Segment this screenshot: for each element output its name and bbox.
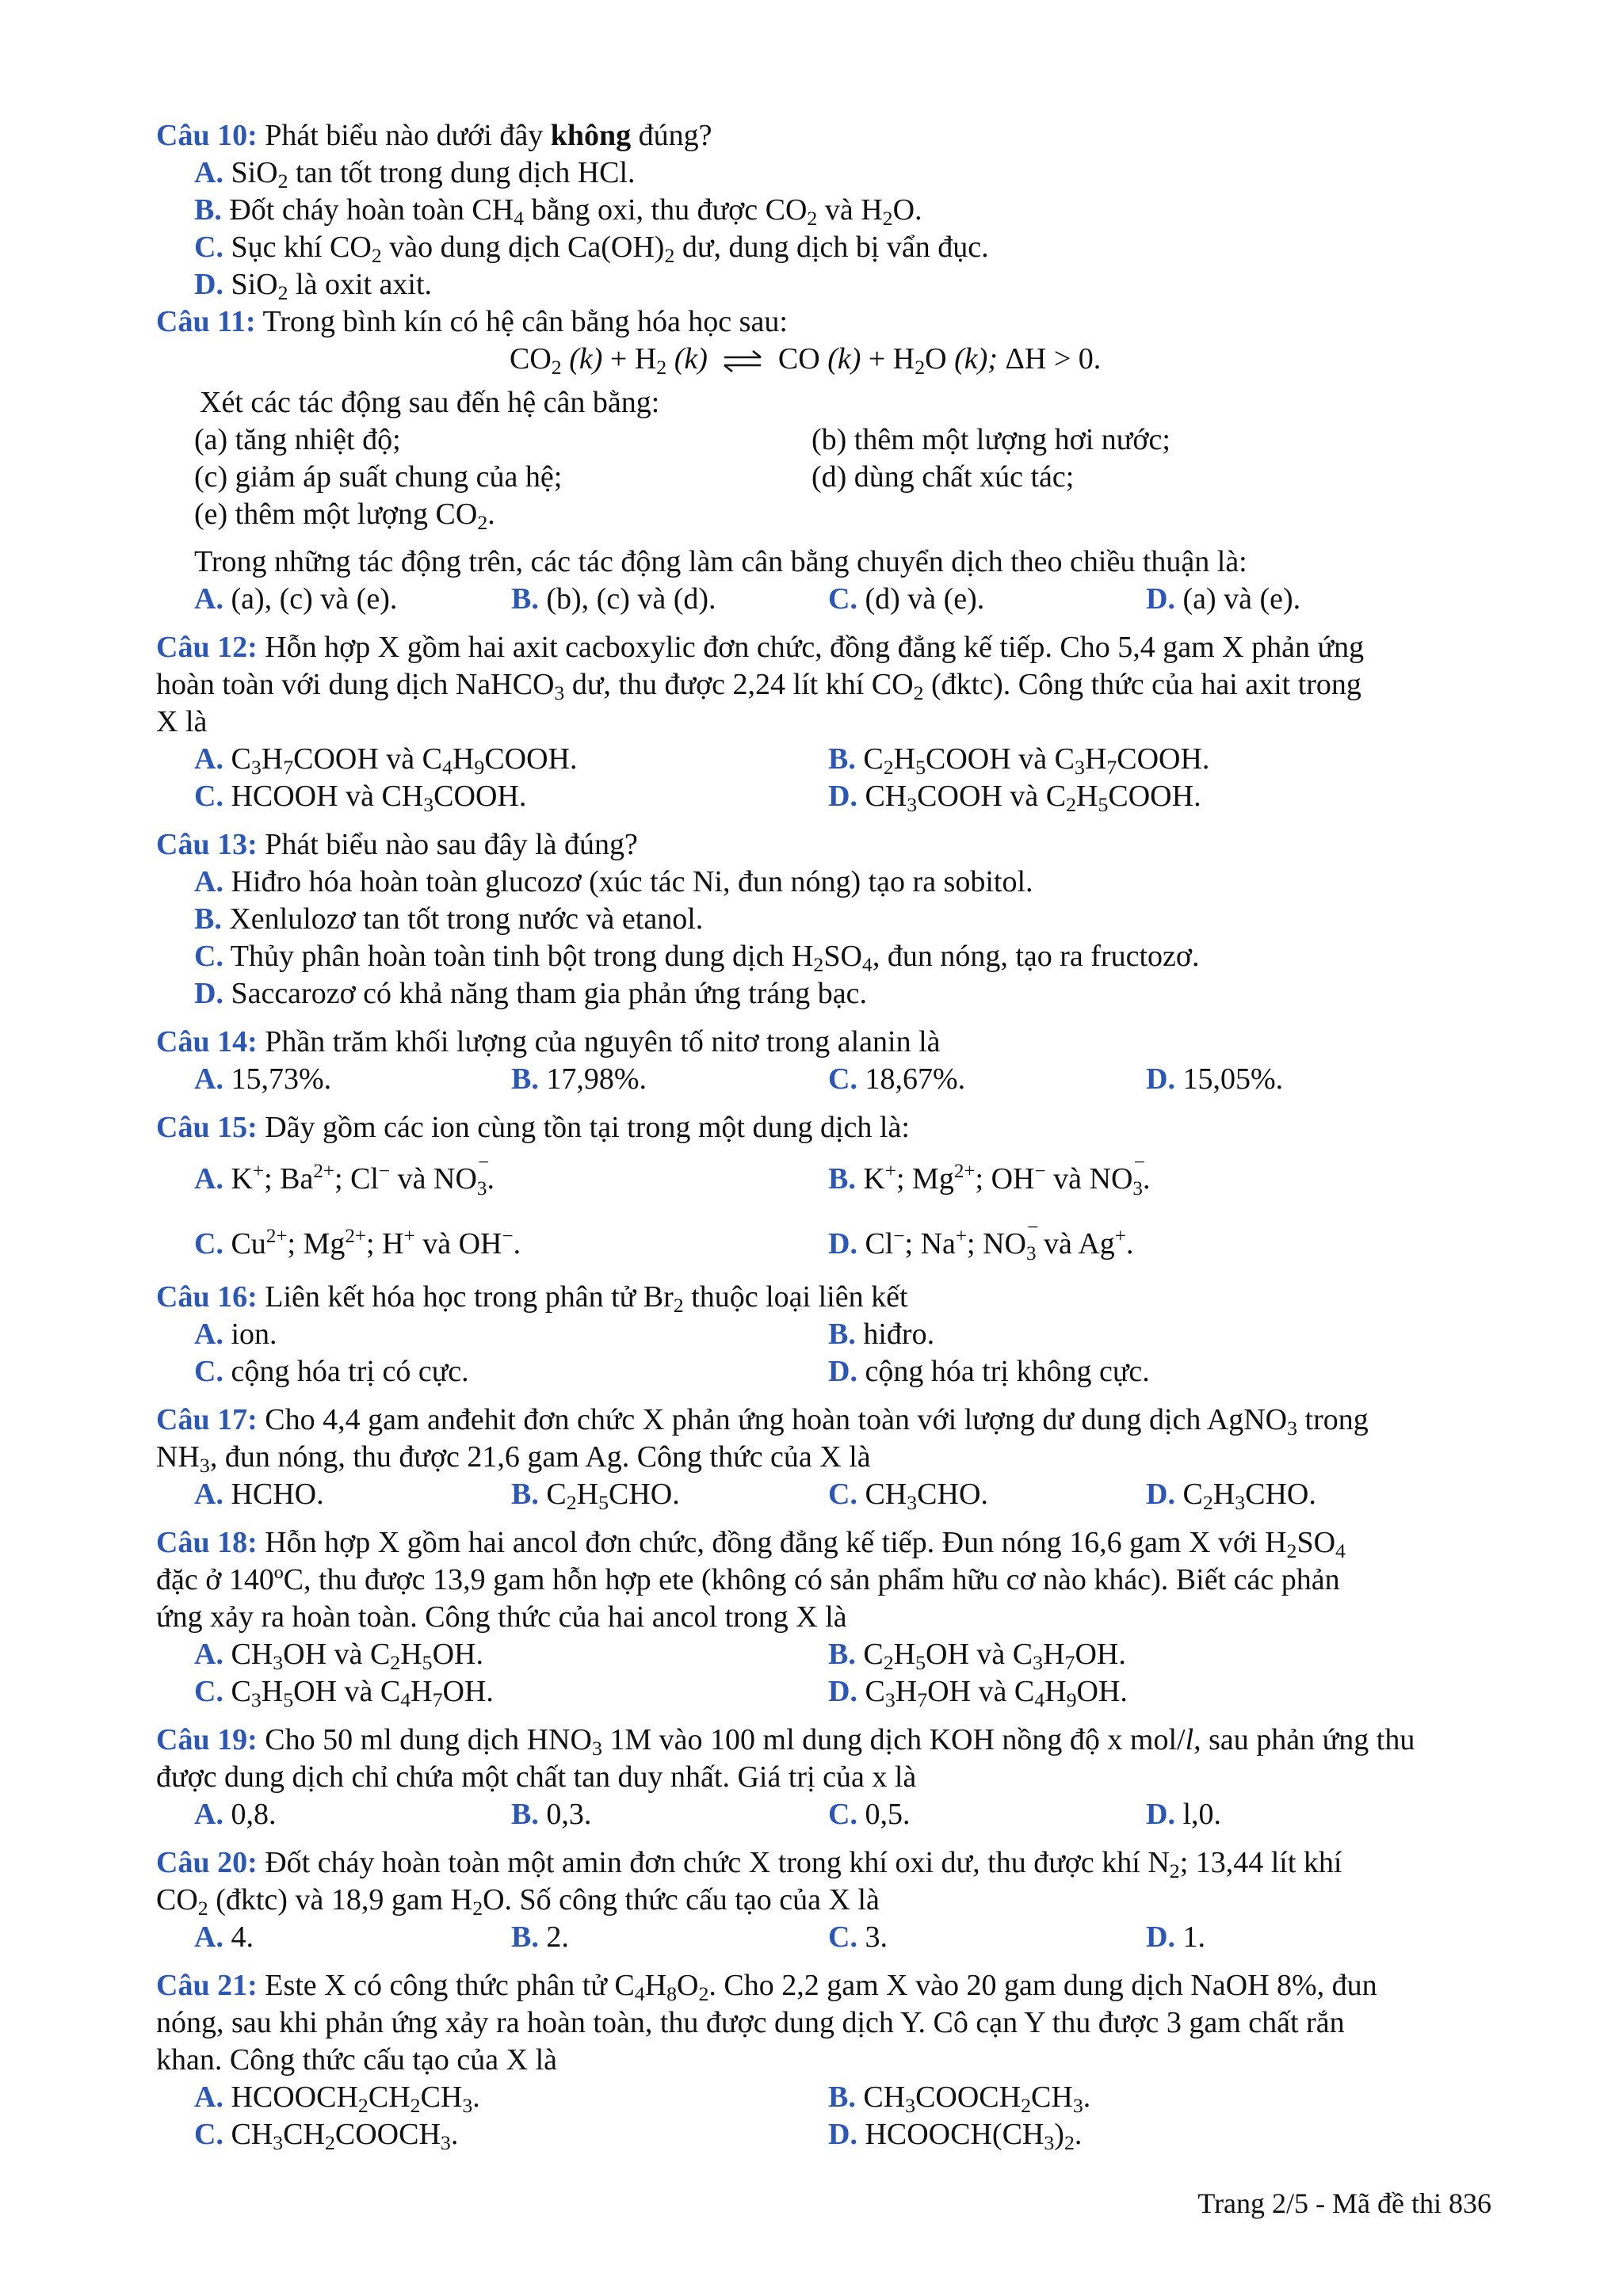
q17-option-c: C. $CH_3CHO$. xyxy=(828,1478,988,1515)
q11-equation: $CO_2$ $(k) + H_2$ (k) CO $(k) + H_2O$ (k); ΔH > 0. xyxy=(510,342,1102,379)
q18-option-d: D. $C_3H_7OH$ và $C_4H_9OH$. xyxy=(828,1675,1128,1712)
q11-effect-b: (b) thêm một lượng hơi nước; xyxy=(812,423,1170,456)
q19-stem-line1: Câu 19: Cho 50 ml dung dịch $HNO_3$ 1M vào 100 ml dung dịch KOH nồng độ x mol/l, sau phản ứng thu xyxy=(156,1723,1415,1760)
q13-option-c: C. Thủy phân hoàn toàn tinh bột trong dung dịch $H_2SO_4$, đun nóng, tạo ra fructozơ. xyxy=(194,940,1200,977)
q19-option-d: D. l,0. xyxy=(1146,1798,1222,1831)
q11-option-d: D. (a) và (e). xyxy=(1146,582,1301,616)
q18-option-b: B. $C_2H_5OH$ và $C_3H_7OH$. xyxy=(828,1638,1126,1675)
q17-option-b: B. $C_2H_5CHO$. xyxy=(511,1478,680,1515)
q12-stem-line2: hoàn toàn với dung dịch NaHCO$_3$ dư, thu được 2,24 lít khí $CO_2$ (đktc). Công thức của hai axit trong xyxy=(156,668,1361,705)
q11-intro: Xét các tác động sau đến hệ cân bằng: xyxy=(200,386,660,419)
q19-stem-line2: được dung dịch chỉ chứa một chất tan duy nhất. Giá trị của x là xyxy=(156,1760,917,1794)
q12-option-c: C. HCOOH và $CH_3COOH$. xyxy=(194,780,527,817)
q21-option-a: A. $HCOOCH_2CH_2CH_3$. xyxy=(194,2081,480,2118)
q16-option-b: B. hiđro. xyxy=(828,1318,935,1351)
q16-option-d: D. cộng hóa trị không cực. xyxy=(828,1355,1150,1388)
q16-option-c: C. cộng hóa trị có cực. xyxy=(194,1355,469,1388)
q17-stem-line2: $NH_3$, đun nóng, thu được 21,6 gam Ag. Công thức của X là xyxy=(156,1440,871,1478)
q12-stem-line1: Câu 12: Hỗn hợp X gồm hai axit cacboxylic đơn chức, đồng đẳng kế tiếp. Cho 5,4 gam X phản ứng xyxy=(156,631,1365,664)
q11-effect-a: (a) tăng nhiệt độ; xyxy=(194,423,401,456)
q10-option-b: B. Đốt cháy hoàn toàn $CH_4$ bằng oxi, thu được $CO_2$ và $H_2O$. xyxy=(194,193,922,231)
q18-stem-line2: đặc ở 140ºC, thu được 13,9 gam hỗn hợp ete (không có sản phẩm hữu cơ nào khác). Biết các phản xyxy=(156,1563,1340,1596)
q13-option-b: B. Xenlulozơ tan tốt trong nước và etanol. xyxy=(194,902,704,936)
q21-stem-line3: khan. Công thức cấu tạo của X là xyxy=(156,2043,557,2077)
q18-stem-line1: Câu 18: Hỗn hợp X gồm hai ancol đơn chức, đồng đẳng kế tiếp. Đun nóng 16,6 gam X với $H_2SO_4$ xyxy=(156,1526,1346,1563)
q21-option-c: C. $CH_3CH_2COOCH_3$. xyxy=(194,2118,459,2155)
q15-option-a: A. K+; $Ba^{2+}$; Cl− và NO − $_3$. xyxy=(194,1152,495,1200)
q15-stem: Câu 15: Dãy gồm các ion cùng tồn tại trong một dung dịch là: xyxy=(156,1111,910,1144)
q15-option-c: C. $Cu^{2+}$; $Mg^{2+}$; H+ và OH−. xyxy=(194,1226,521,1261)
q21-option-d: D. $HCOOCH(CH_3)_2$. xyxy=(828,2118,1083,2155)
q10-option-c: C. Sục khí $CO_2$ vào dung dịch $Ca(OH)_2$ dư, dung dịch bị vẩn đục. xyxy=(194,231,989,268)
q13-stem: Câu 13: Phát biểu nào sau đây là đúng? xyxy=(156,828,638,861)
q13-option-a: A. Hiđro hóa hoàn toàn glucozơ (xúc tác Ni, đun nóng) tạo ra sobitol. xyxy=(194,865,1033,898)
q17-stem-line1: Câu 17: Cho 4,4 gam anđehit đơn chức X phản ứng hoàn toàn với lượng dư dung dịch AgNO$_3$ trong xyxy=(156,1403,1369,1440)
q11-effect-e: (e) thêm một lượng $CO_2$. xyxy=(194,498,495,535)
q19-option-b: B. 0,3. xyxy=(511,1798,592,1831)
equilibrium-arrow-icon xyxy=(721,349,764,373)
q11-option-a: A. (a), (c) và (e). xyxy=(194,582,398,616)
q14-option-c: C. 18,67%. xyxy=(828,1062,966,1096)
q21-stem-line2: nóng, sau khi phản ứng xảy ra hoàn toàn, thu được dung dịch Y. Cô cạn Y thu được 3 gam chất rắn xyxy=(156,2006,1345,2039)
q20-stem-line1: Câu 20: Đốt cháy hoàn toàn một amin đơn chức X trong khí oxi dư, thu được khí $N_2$; 13,44 lít khí xyxy=(156,1846,1342,1883)
q20-option-a: A. 4. xyxy=(194,1920,254,1954)
q12-option-a: A. $C_3H_7COOH$ và $C_4H_9COOH$. xyxy=(194,742,578,780)
q14-option-b: B. 17,98%. xyxy=(511,1062,647,1096)
q19-option-a: A. 0,8. xyxy=(194,1798,277,1831)
q14-option-a: A. 15,73%. xyxy=(194,1062,332,1096)
q11-effect-c: (c) giảm áp suất chung của hệ; xyxy=(194,460,563,494)
q20-stem-line2: $CO_2$ (đktc) và 18,9 gam $H_2O$. Số công thức cấu tạo của X là xyxy=(156,1883,880,1920)
q10-label: Câu 10: xyxy=(156,119,258,152)
q11-option-c: C. (d) và (e). xyxy=(828,582,985,616)
q16-option-a: A. ion. xyxy=(194,1318,277,1351)
q20-option-c: C. 3. xyxy=(828,1920,888,1954)
page-footer: Trang 2/5 - Mã đề thi 836 xyxy=(1197,2187,1491,2219)
q12-option-d: D. $CH_3COOH$ và $C_2H_5COOH$. xyxy=(828,780,1201,817)
q12-stem-line3: X là xyxy=(156,705,208,738)
q10-option-d: D. SiO$_2$ là oxit axit. xyxy=(194,268,433,305)
q15-option-b: B. K+; $Mg^{2+}$; OH− và NO − $_3$. xyxy=(828,1152,1151,1200)
q14-option-d: D. 15,05%. xyxy=(1146,1062,1284,1096)
q21-stem-line1: Câu 21: Este X có công thức phân tử $C_4H_8O_2$. Cho 2,2 gam X vào 20 gam dung dịch NaOH 8%, đun xyxy=(156,1969,1377,2006)
q14-stem: Câu 14: Phần trăm khối lượng của nguyên tố nitơ trong alanin là xyxy=(156,1025,941,1058)
q21-option-b: B. $CH_3COOCH_2CH_3$. xyxy=(828,2081,1091,2118)
q13-option-d: D. Saccarozơ có khả năng tham gia phản ứng tráng bạc. xyxy=(194,977,867,1010)
q20-option-d: D. 1. xyxy=(1146,1920,1205,1954)
q15-option-d: D. Cl−; Na+; NO − $_3$ và Ag+. xyxy=(828,1217,1134,1265)
q17-option-d: D. $C_2H_3CHO$. xyxy=(1146,1478,1316,1515)
q11-effect-d: (d) dùng chất xúc tác; xyxy=(812,460,1075,494)
q12-option-b: B. $C_2H_5COOH$ và $C_3H_7COOH$. xyxy=(828,742,1210,780)
q20-option-b: B. 2. xyxy=(511,1920,569,1954)
q18-option-a: A. $CH_3OH$ và $C_2H_5OH$. xyxy=(194,1638,483,1675)
q10-stem: Câu 10: Phát biểu nào dưới đây không đúng? xyxy=(156,119,712,152)
q18-stem-line3: ứng xảy ra hoàn toàn. Công thức của hai ancol trong X là xyxy=(156,1600,847,1634)
q16-stem: Câu 16: Liên kết hóa học trong phân tử $Br_2$ thuộc loại liên kết xyxy=(156,1280,908,1318)
q10-option-a: A. SiO$_2$ tan tốt trong dung dịch HCl. xyxy=(194,156,636,193)
q11-stem: Câu 11: Trong bình kín có hệ cân bằng hóa học sau: xyxy=(156,305,788,338)
q11-option-b: B. (b), (c) và (d). xyxy=(511,582,716,616)
q11-question: Trong những tác động trên, các tác động làm cân bằng chuyển dịch theo chiều thuận là: xyxy=(194,545,1247,578)
q18-option-c: C. $C_3H_5OH$ và $C_4H_7OH$. xyxy=(194,1675,494,1712)
q17-option-a: A. HCHO. xyxy=(194,1478,324,1511)
q19-option-c: C. 0,5. xyxy=(828,1798,911,1831)
